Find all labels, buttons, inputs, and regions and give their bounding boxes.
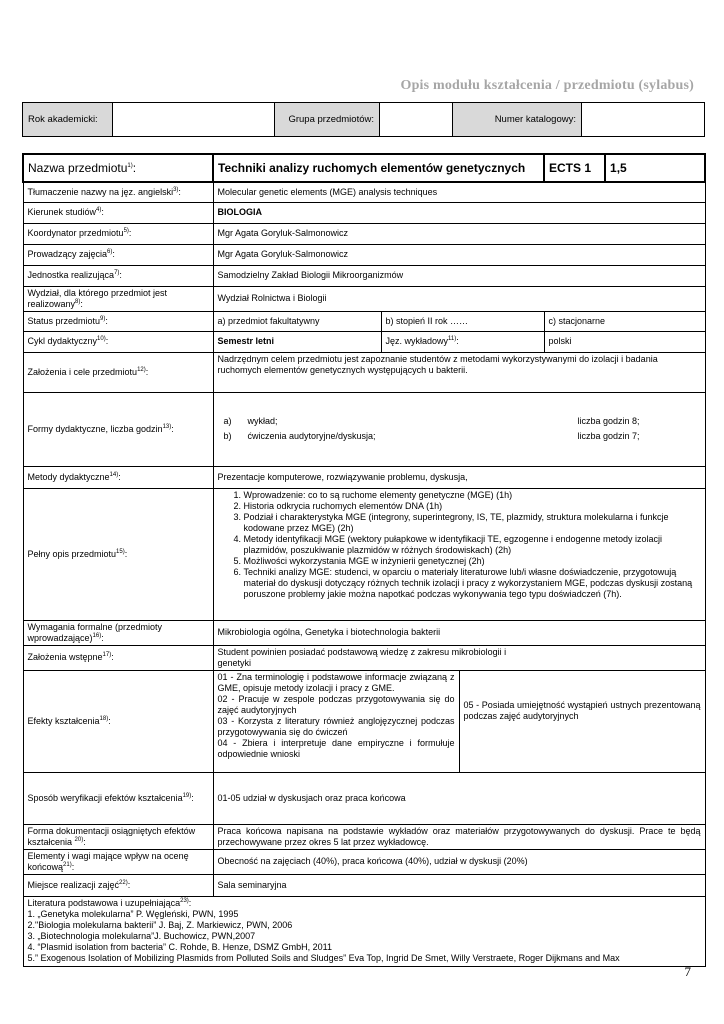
row-wymagania — [23, 620, 705, 645]
wymagania-value: Mikrobiologia ogólna, Genetyka i biotechnologia bakterii — [213, 620, 705, 645]
formy-item — [218, 427, 701, 442]
efekt-item: 04 - Zbiera i interpretuje dane empiryczne i formułuje odpowiednie wnioski — [217, 737, 455, 759]
row-efekty — [23, 670, 705, 772]
rok-akademicki-label: Rok akademicki: — [23, 103, 113, 137]
opis-item: 3. Podział i charakterystyka MGE (integrony, superintegrony, IS, TE, plazmidy, struktura molekularna i funkcje kodowane przez MGE) (2h) — [244, 512, 701, 534]
weryfikacja-label: Sposób weryfikacji efektów kształcenia$^{19)}$: — [23, 772, 213, 824]
zalozenia-label: Założenia i cele przedmiotu$^{12)}$: — [23, 352, 213, 392]
wstepne-value: Student powinien posiadać podstawową wiedzę z zakresu mikrobiologii i genetyki — [213, 645, 705, 670]
jezyk-label: Jęz. wykładowy$^{11)}$: — [381, 331, 544, 352]
formy-item — [218, 416, 701, 427]
literatura-item: 3. „Biotechnologia molekularna”J. Buchowicz, PWN,2007 — [27, 930, 256, 941]
ocena-value: Obecność na zajęciach (40%), praca końcowa (40%), udział w dyskusji (20%) — [213, 849, 705, 874]
row-weryfikacja — [23, 772, 705, 824]
jednostka-value: Samodzielny Zakład Biologii Mikroorganizmów — [213, 265, 705, 286]
row-wydzial — [23, 286, 705, 311]
row-formy — [23, 392, 705, 466]
row-opis — [23, 488, 705, 620]
opis-value — [213, 488, 705, 620]
opis-item: 4. Metody identyfikacji MGE (wektory pułapkowe w identyfikacji TE, egzogenne i endogenne metody izolacji plazmidów, poszukiwanie plazmidów w różnych środowiskach) (2h) — [244, 534, 701, 556]
prowadzacy-label: Prowadzący zajęcia$^{6)}$: — [23, 244, 213, 265]
formy-list — [218, 416, 701, 442]
kierunek-label: Kierunek studiów$^{4)}$: — [23, 202, 213, 223]
jezyk-value: polski — [544, 331, 705, 352]
ects-label: ECTS 1 — [544, 154, 605, 182]
formy-name: ćwiczenia audytoryjne/dyskusja; — [247, 431, 376, 441]
literatura-cell — [23, 896, 705, 966]
literatura-item: 2."Biologia molekularna bakterii” J. Baj, Z. Markiewicz, PWN, 2006 — [27, 919, 293, 930]
cykl-label: Cykl dydaktyczny$^{10)}$: — [23, 331, 213, 352]
koordynator-label: Koordynator przedmiotu$^{5)}$: — [23, 223, 213, 244]
status-c: c) stacjonarne — [544, 311, 705, 331]
row-cykl — [23, 331, 705, 352]
row-status — [23, 311, 705, 331]
row-miejsce — [23, 874, 705, 896]
wydzial-value: Wydział Rolnictwa i Biologii — [213, 286, 705, 311]
dokumentacja-value: Praca końcowa napisana na podstawie wykładów oraz materiałów przygotowywanych do dyskusji. Prace te będą przechowywane przez okres 5 lat przez wykładowcę. — [213, 824, 705, 849]
status-a: a) przedmiot fakultatywny — [213, 311, 381, 331]
formy-letter: b) — [223, 431, 232, 441]
literatura-item: 4. “Plasmid isolation from bacteria” C. Rohde, B. Henze, DSMZ GmbH, 2011 — [27, 941, 332, 952]
formy-hours: liczba godzin 7; — [577, 431, 640, 441]
nazwa-value: Techniki analizy ruchomych elementów genetycznych — [213, 154, 544, 182]
opis-item: 1. Wprowadzenie: co to są ruchome elementy genetyczne (MGE) (1h) — [244, 490, 701, 501]
document-header-title: Opis modułu kształcenia / przedmiotu (sylabus) — [400, 78, 694, 93]
efekty-label: Efekty kształcenia$^{18)}$: — [23, 670, 213, 772]
miejsce-label: Miejsce realizacji zajęć$^{22)}$: — [23, 874, 213, 896]
efekt-item: 03 - Korzysta z literatury również anglojęzycznej podczas przygotowywania się do ćwiczeń — [217, 715, 455, 737]
jednostka-label: Jednostka realizująca$^{7)}$: — [23, 265, 213, 286]
prowadzacy-value: Mgr Agata Goryluk-Salmonowicz — [213, 244, 705, 265]
wydzial-label: Wydział, dla którego przedmiot jest realizowany$^{8)}$: — [23, 286, 213, 311]
literatura-item: 5.” Exogenous Isolation of Mobilizing Plasmids from Polluted Soils and Sludges” Eva Top, Ingrid De Smet, Willy Verstraete, Roger Dijkmans and Max — [27, 952, 620, 963]
row-dokumentacja — [23, 824, 705, 849]
opis-item: 6. Techniki analizy MGE: studenci, w oparciu o materiały literaturowe lub/i własne doświadczenie, przygotowują materiał do dyskusji dotyczący różnych technik izolacji i pracy z wykorzystaniem MGE, podczas dyskusji zostaną poruszone problemy jakie można napotkać podczas wykonywania tego typu doświadczeń (7h). — [244, 567, 701, 600]
ects-value: 1,5 — [605, 154, 705, 182]
opis-item: 2. Historia odkrycia ruchomych elementów DNA (1h) — [244, 501, 701, 512]
status-b: b) stopień II rok …… — [381, 311, 544, 331]
tlumaczenie-value: Molecular genetic elements (MGE) analysis techniques — [213, 182, 705, 202]
kierunek-value: BIOLOGIA — [213, 202, 705, 223]
row-wstepne — [23, 645, 705, 670]
zalozenia-value: Nadrzędnym celem przedmiotu jest zapoznanie studentów z metodami wykorzystywanymi do izolacji i badania ruchomych elementów genetycznych występujących u bakterii. — [213, 352, 705, 392]
status-label: Status przedmiotu$^{9)}$: — [23, 311, 213, 331]
opis-label: Pełny opis przedmiotu$^{15)}$: — [23, 488, 213, 620]
efekt-item: 02 - Pracuje w zespole podczas przygotowywania się do zajęć audytoryjnych — [217, 693, 455, 715]
numer-katalogowy-value — [582, 103, 705, 137]
row-prowadzacy — [23, 244, 705, 265]
formy-name: wykład; — [247, 416, 278, 426]
row-kierunek — [23, 202, 705, 223]
formy-hours: liczba godzin 8; — [577, 416, 640, 426]
miejsce-value: Sala seminaryjna — [213, 874, 705, 896]
tlumaczenie-label: Tłumaczenie nazwy na jęz. angielski$^{3)}$: — [23, 182, 213, 202]
grupa-przedmiotow-value — [380, 103, 453, 137]
grupa-przedmiotow-label: Grupa przedmiotów: — [275, 103, 380, 137]
row-nazwa — [23, 154, 705, 182]
nazwa-label: Nazwa przedmiotu$^{1)}$: — [23, 154, 213, 182]
koordynator-value: Mgr Agata Goryluk-Salmonowicz — [213, 223, 705, 244]
wymagania-label: Wymagania formalne (przedmioty wprowadzające)$^{16)}$: — [23, 620, 213, 645]
opis-item: 5. Możliwości wykorzystania MGE w inżynierii genetycznej (2h) — [244, 556, 701, 567]
row-jednostka — [23, 265, 705, 286]
ocena-label: Elementy i wagi mające wpływ na ocenę końcową$^{21)}$: — [23, 849, 213, 874]
cykl-value: Semestr letni — [213, 331, 381, 352]
wstepne-label: Założenia wstępne$^{17)}$: — [23, 645, 213, 670]
row-zalozenia — [23, 352, 705, 392]
row-tlumaczenie — [23, 182, 705, 202]
opis-list — [218, 490, 701, 600]
rok-akademicki-value — [113, 103, 275, 137]
catalog-table — [22, 102, 705, 137]
row-ocena — [23, 849, 705, 874]
row-metody — [23, 466, 705, 488]
dokumentacja-label: Forma dokumentacji osiągniętych efektów kształcenia $^{20)}$: — [23, 824, 213, 849]
formy-label: Formy dydaktyczne, liczba godzin$^{13)}$: — [23, 392, 213, 466]
numer-katalogowy-label: Numer katalogowy: — [453, 103, 582, 137]
metody-value: Prezentacje komputerowe, rozwiązywanie problemu, dyskusja, — [213, 466, 705, 488]
row-literatura — [23, 896, 705, 966]
literatura-label: Literatura podstawowa i uzupełniająca$^{23)}$: — [27, 897, 192, 908]
syllabus-table — [22, 153, 706, 967]
page-number: 7 — [684, 964, 691, 979]
metody-label: Metody dydaktyczne$^{14)}$: — [23, 466, 213, 488]
formy-letter: a) — [223, 416, 232, 426]
efekty-left — [213, 670, 459, 772]
weryfikacja-value: 01-05 udział w dyskusjach oraz praca końcowa — [213, 772, 705, 824]
efekt-item: 01 - Zna terminologię i podstawowe informacje związaną z GME, opisuje metody izolacji i pracy z GME. — [217, 671, 455, 693]
formy-value — [213, 392, 705, 466]
efekty-right: 05 - Posiada umiejętność wystąpień ustnych prezentowaną podczas zajęć audytoryjnych — [459, 670, 705, 772]
literatura-item: 1. „Genetyka molekularna” P. Węgleński, PWN, 1995 — [27, 908, 239, 919]
row-koordynator — [23, 223, 705, 244]
